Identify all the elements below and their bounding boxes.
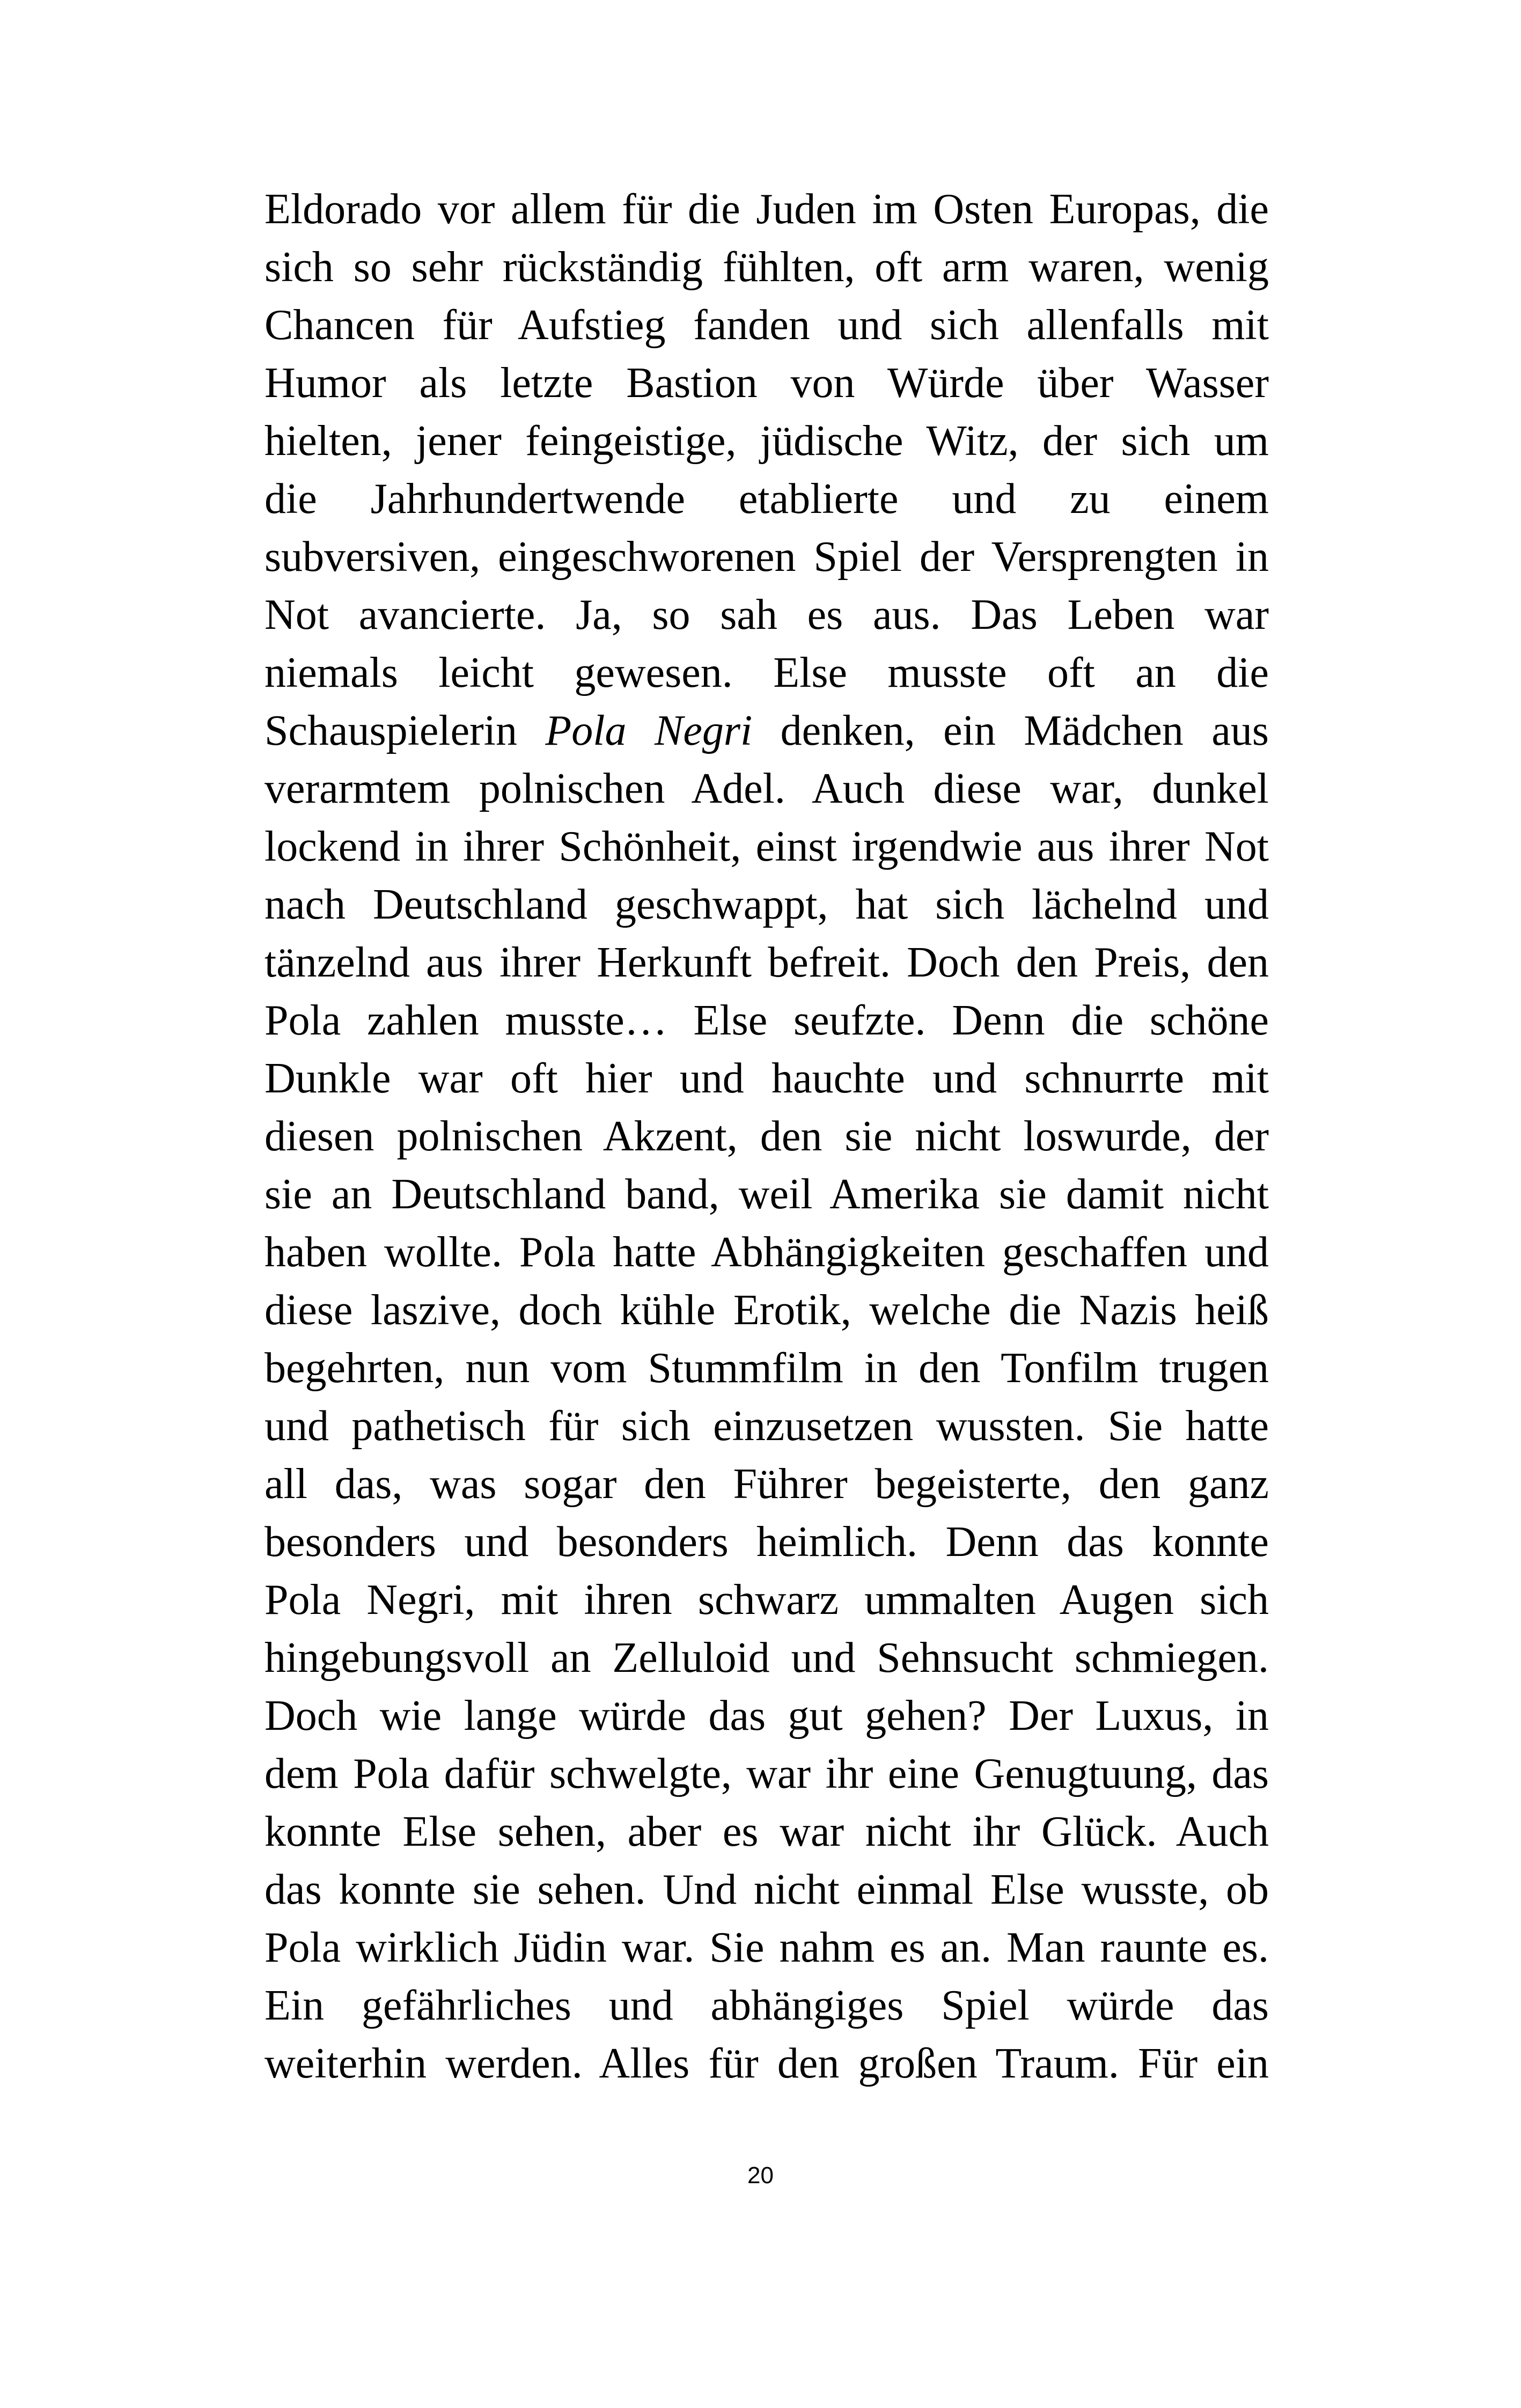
text-line: tänzelnd aus ihrer Herkunft befreit. Doch den Preis, den [264,939,1269,986]
text-span: Schauspielerin [264,707,546,754]
text-line: diesen polnischen Akzent, den sie nicht loswurde, der [264,1113,1269,1160]
text-line: Humor als letzte Bastion von Würde über Wasser [264,359,1269,407]
text-line: sie an Deutschland band, weil Amerika sie damit nicht [264,1171,1269,1218]
text-line: Pola Negri, mit ihren schwarz ummalten Augen sich [264,1576,1269,1624]
text-line: dem Pola dafür schwelgte, war ihr eine Genugtuung, das [264,1750,1269,1797]
text-line: Not avancierte. Ja, so sah es aus. Das Leben war [264,591,1269,638]
text-line: besonders und besonders heimlich. Denn das konnte [264,1518,1269,1566]
text-line [264,702,1269,760]
text-line: Pola zahlen musste… Else seufzte. Denn die schöne [264,997,1269,1044]
body-text [264,180,1269,2093]
text-line: weiterhin werden. Alles für den großen Traum. Für ein [264,2040,1269,2087]
text-line: hingebungsvoll an Zelluloid und Sehnsucht schmiegen. [264,1634,1269,1682]
text-line: all das, was sogar den Führer begeisterte, den ganz [264,1460,1269,1508]
text-line: verarmtem polnischen Adel. Auch diese war, dunkel [264,765,1269,812]
text-line: diese laszive, doch kühle Erotik, welche die Nazis heiß [264,1287,1269,1334]
text-line: Eldorado vor allem für die Juden im Osten Europas, die [264,186,1269,233]
text-line: sich so sehr rückständig fühlten, oft arm waren, wenig [264,244,1269,291]
text-line: Dunkle war oft hier und hauchte und schnurrte mit [264,1055,1269,1102]
text-line: die Jahrhundertwende etablierte und zu einem [264,475,1269,523]
text-line: und pathetisch für sich einzusetzen wussten. Sie hatte [264,1403,1269,1450]
text-line: das konnte sie sehen. Und nicht einmal Else wusste, ob [264,1866,1269,1913]
text-line: begehrten, nun vom Stummfilm in den Tonfilm trugen [264,1345,1269,1392]
text-line: hielten, jener feingeistige, jüdische Witz, der sich um [264,417,1269,465]
text-line: subversiven, eingeschworenen Spiel der Versprengten in [264,533,1269,581]
text-line: Pola wirklich Jüdin war. Sie nahm es an. Man raunte es. [264,1924,1269,1971]
text-line: Doch wie lange würde das gut gehen? Der Luxus, in [264,1692,1269,1739]
text-line: niemals leicht gewesen. Else musste oft an die [264,649,1269,696]
text-span: denken, ein Mädchen aus [752,707,1269,754]
text-line: konnte Else sehen, aber es war nicht ihr Glück. Auch [264,1808,1269,1855]
text-line: nach Deutschland geschwappt, hat sich lächelnd und [264,881,1269,928]
italic-name: Pola Negri [545,707,753,754]
text-line: Ein gefährliches und abhängiges Spiel würde das [264,1982,1269,2029]
text-line: lockend in ihrer Schönheit, einst irgendwie aus ihrer Not [264,823,1269,870]
text-line: Chancen für Aufstieg fanden und sich allenfalls mit [264,302,1269,349]
page-number: 20 [747,2162,774,2189]
text-line: haben wollte. Pola hatte Abhängigkeiten geschaffen und [264,1229,1269,1276]
